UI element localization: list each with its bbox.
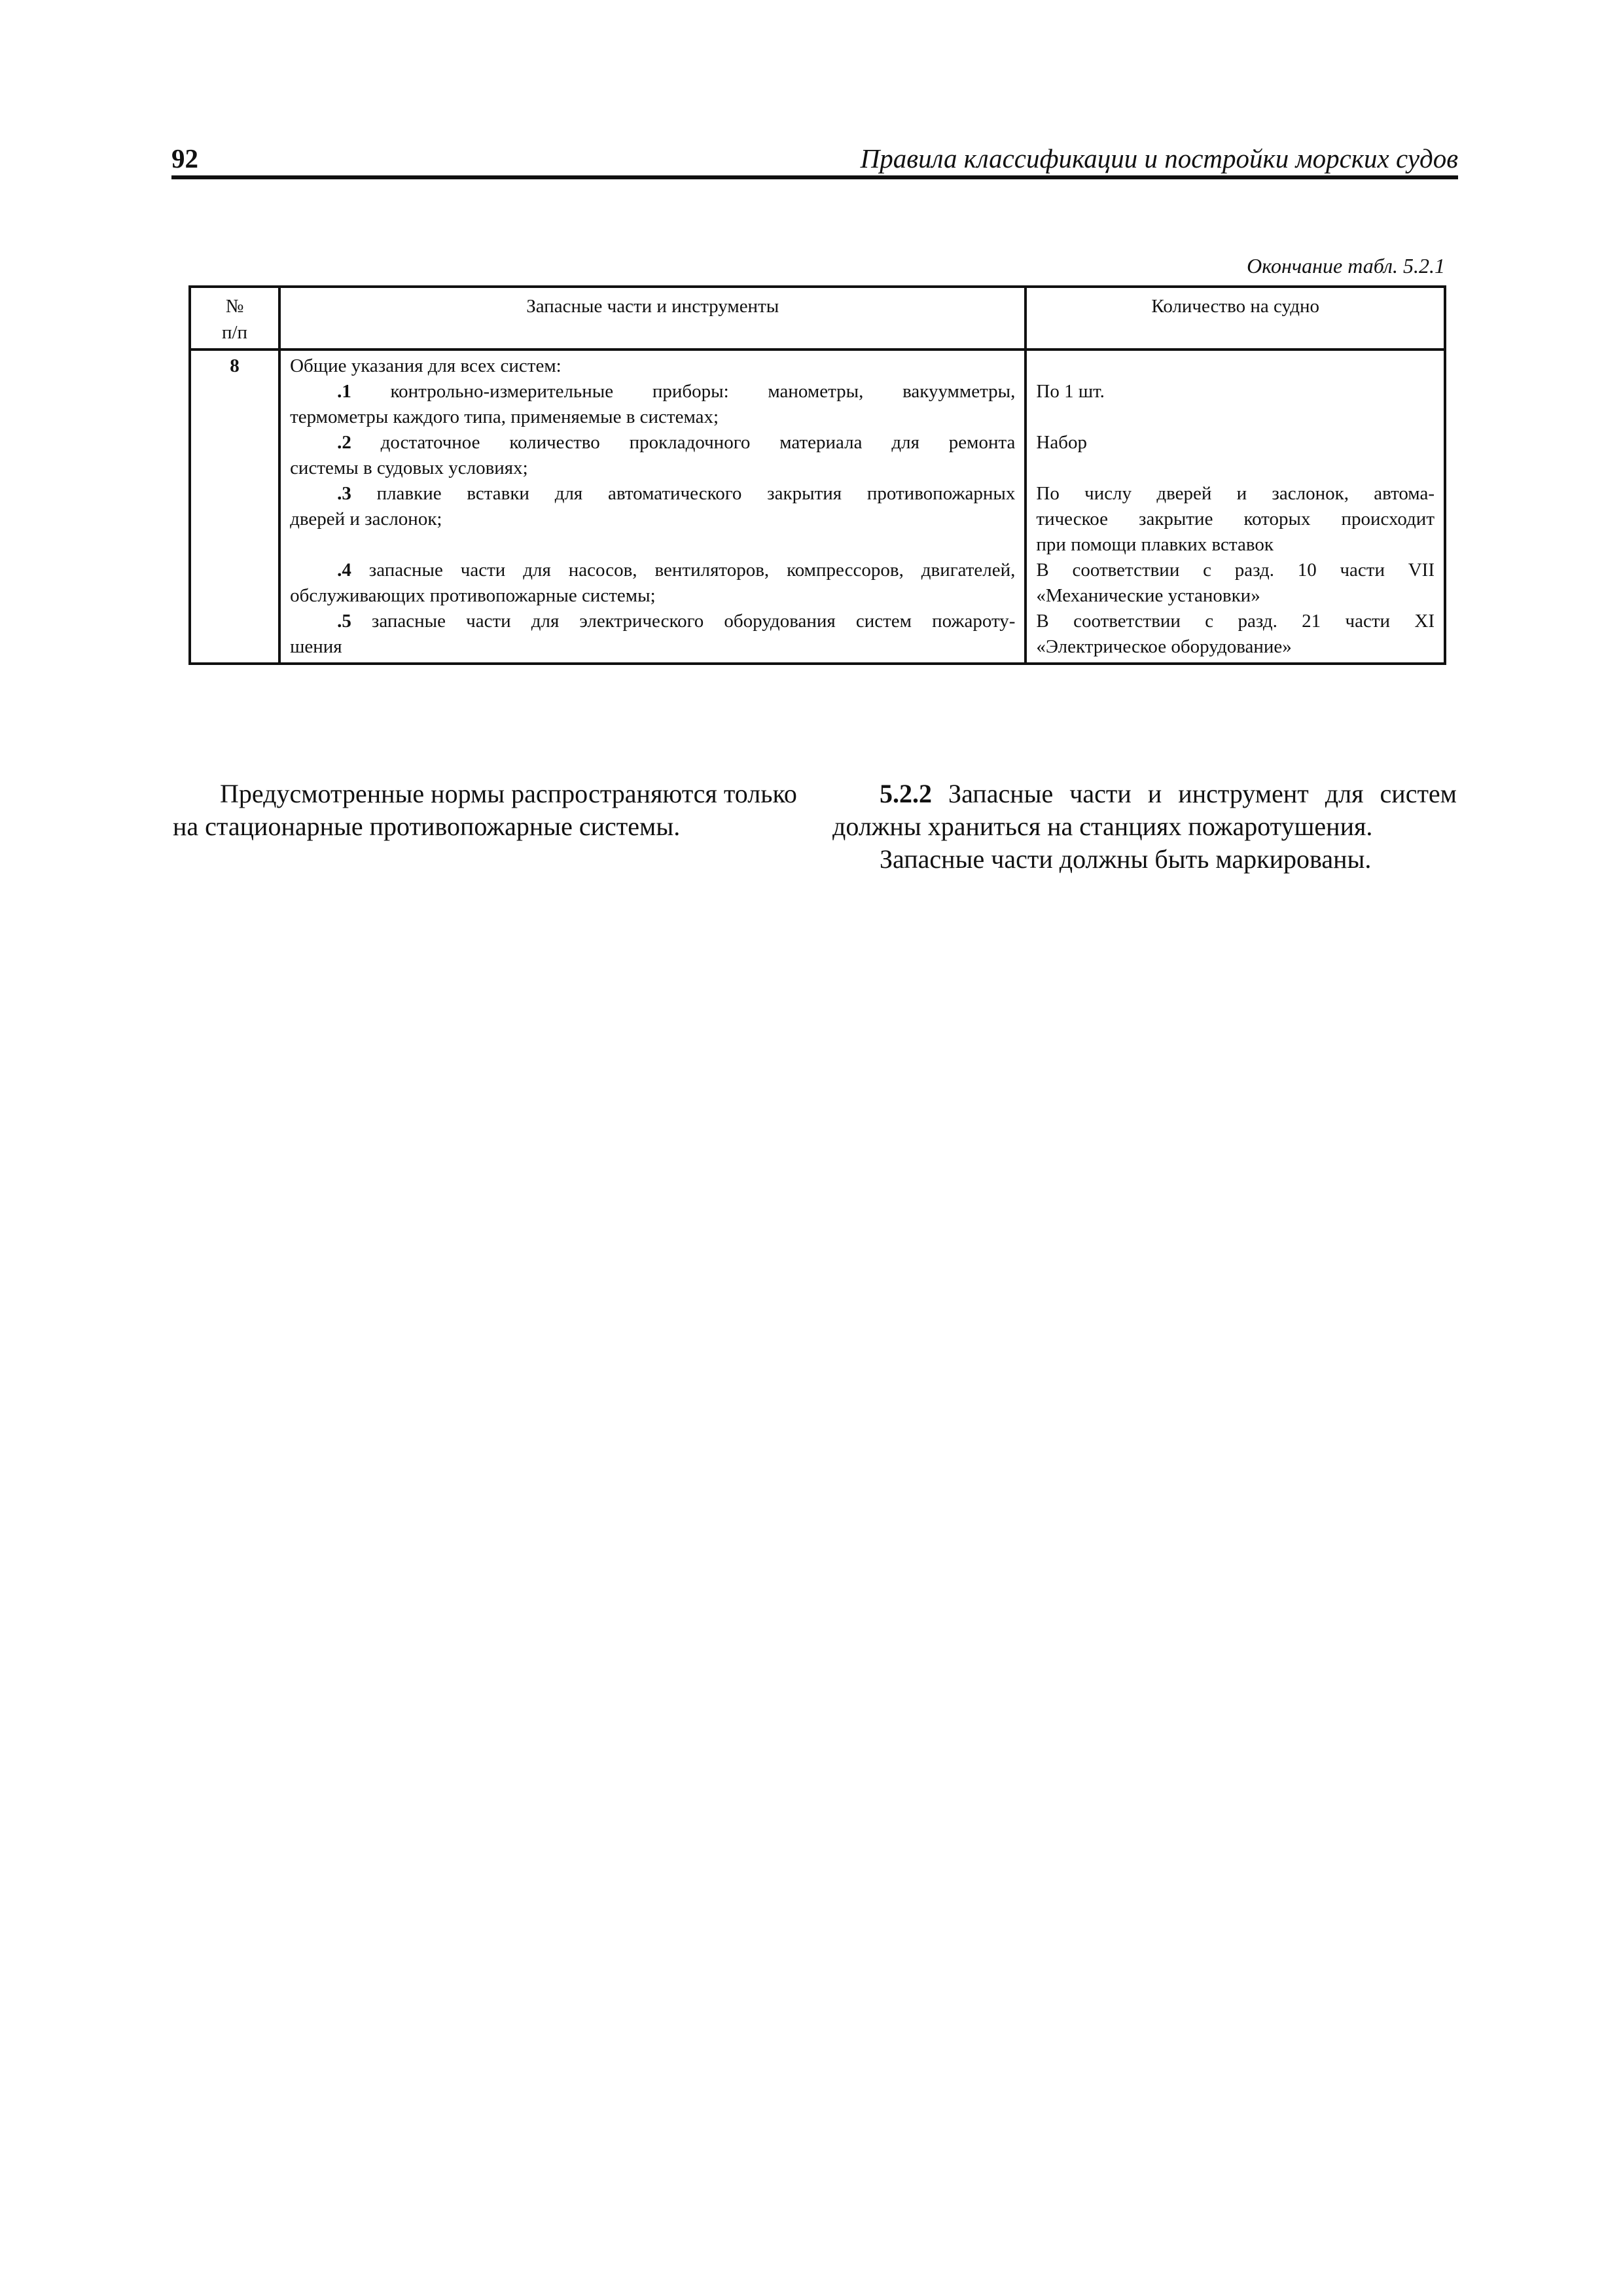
qty-3-line1: По числу дверей и заслонок, автома- (1036, 483, 1435, 504)
item-1-text: контрольно-измерительные приборы: манометры, вакуумметры, (351, 381, 1016, 402)
right-paragraph-line1-text: Запасные части и инструмент для систем (932, 779, 1457, 808)
item-2-line1 (290, 430, 1015, 456)
left-column-paragraph (173, 778, 796, 843)
item-2-text: достаточное количество прокладочного материала для ремонта (351, 432, 1016, 453)
item-2-marker: .2 (337, 432, 351, 453)
item-4-marker: .4 (337, 560, 351, 581)
item-5-line1 (290, 609, 1015, 634)
row-intro: Общие указания для всех систем: (290, 355, 562, 376)
qty-spacer-top (1036, 353, 1435, 379)
column-header-number-line2: п/п (221, 322, 248, 343)
item-5-text: запасные части для электрического оборудования систем пожароту- (351, 611, 1016, 632)
column-header-items: Запасные части и инструменты (279, 287, 1026, 350)
row-quantity-cell (1026, 350, 1445, 664)
qty-3-line3: при помощи плавких вставок (1036, 534, 1274, 555)
item-3-marker: .3 (337, 483, 351, 504)
running-title: Правила классификации и постройки морских судов (860, 143, 1458, 173)
right-paragraph-line1 (832, 778, 1457, 810)
item-1-line2: термометры каждого типа, применяемые в системах; (290, 406, 719, 427)
right-paragraph-line3: Запасные части должны быть маркированы. (880, 844, 1372, 874)
qty-2-spacer (1036, 456, 1435, 481)
row-items-cell (279, 350, 1026, 664)
item-4-line1 (290, 558, 1015, 583)
item-3-text: плавкие вставки для автоматического закрытия противопожарных (351, 483, 1016, 504)
qty-5-line2: «Электрическое оборудование» (1036, 636, 1292, 657)
table-caption: Окончание табл. 5.2.1 (1247, 254, 1445, 278)
left-paragraph-line2: на стационарные противопожарные системы. (173, 812, 681, 841)
item-5-marker: .5 (337, 611, 351, 632)
item-2-line2: системы в судовых условиях; (290, 457, 528, 478)
item-1-marker: .1 (337, 381, 351, 402)
table-header-row (190, 287, 1445, 350)
page-number: 92 (171, 143, 198, 173)
item-3-line2: дверей и заслонок; (290, 509, 442, 529)
item-4-text: запасные части для насосов, вентиляторов, компрессоров, двигателей, (351, 560, 1016, 581)
left-paragraph-line1: Предусмотренные нормы распространяются только (220, 779, 797, 808)
right-column-paragraph (832, 778, 1457, 876)
qty-5-line1: В соответствии с разд. 21 части XI (1036, 611, 1435, 632)
qty-2-line1: Набор (1036, 432, 1087, 453)
row-number: 8 (190, 350, 279, 664)
item-4-line2: обслуживающих противопожарные системы; (290, 585, 656, 606)
qty-3-line2: тическое закрытие которых происходит (1036, 509, 1435, 529)
qty-4-line1: В соответствии с разд. 10 части VII (1036, 560, 1435, 581)
section-number: 5.2.2 (880, 779, 932, 808)
column-header-quantity: Количество на судно (1026, 287, 1445, 350)
item-1-line1 (290, 379, 1015, 404)
qty-1-line1: По 1 шт. (1036, 381, 1105, 402)
item-3-spacer (290, 532, 1015, 558)
qty-1-spacer (1036, 404, 1435, 430)
right-paragraph-line2: должны храниться на станциях пожаротушения. (832, 812, 1373, 841)
qty-4-line2: «Механические установки» (1036, 585, 1260, 606)
header-rule (171, 175, 1458, 179)
column-header-number (190, 287, 279, 350)
column-header-number-line1: № (225, 296, 244, 317)
table-row (190, 350, 1445, 664)
spare-parts-table (188, 285, 1446, 665)
item-5-line2: шения (290, 636, 342, 657)
item-3-line1 (290, 481, 1015, 507)
